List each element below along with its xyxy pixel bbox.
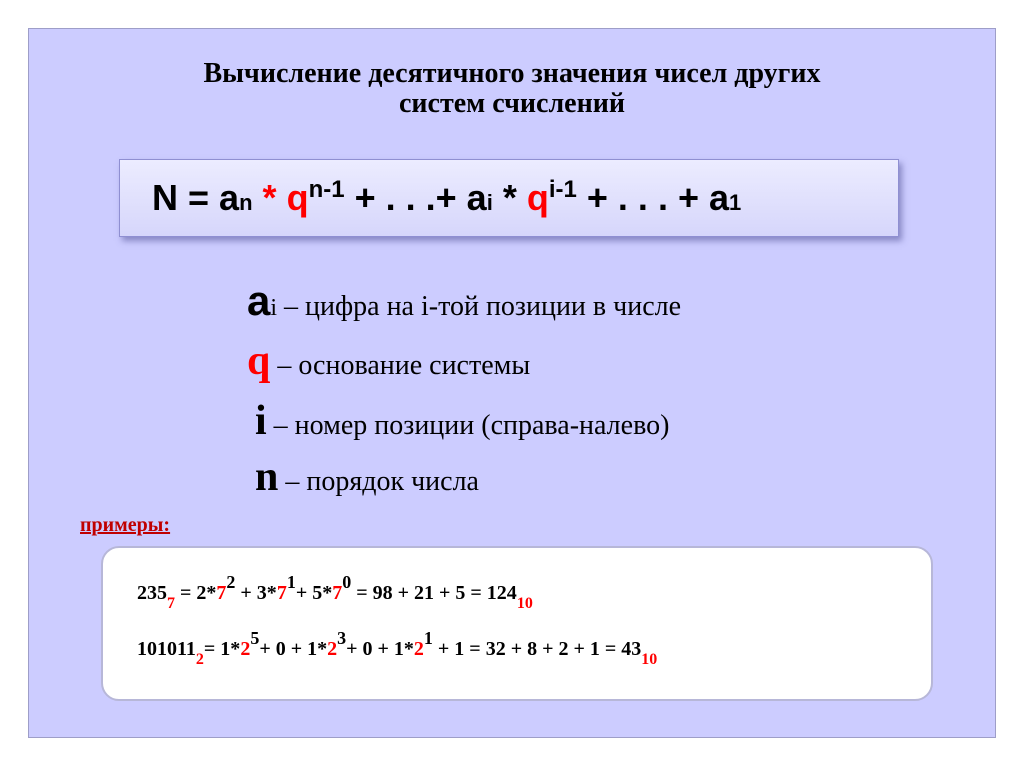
example-1-term3: + 5* <box>295 582 333 604</box>
examples-label: примеры: <box>80 514 171 536</box>
slide-title-line1: Вычисление десятичного значения чисел других <box>203 58 821 89</box>
formula-exp-i-1: i-1 <box>548 176 577 203</box>
slide-title <box>29 59 995 119</box>
formula-sub-1: 1 <box>729 190 742 215</box>
def-symbol-a-sub: i <box>270 295 278 321</box>
example-2-exp2: 3 <box>337 628 347 648</box>
formula-q: q <box>286 177 309 218</box>
def-symbol-q: q <box>247 338 271 384</box>
example-1-base-term3: 7 <box>332 582 343 604</box>
definition-n <box>255 454 479 500</box>
def-text-n: – порядок числа <box>278 466 479 497</box>
example-2-term1: = 1* <box>203 638 241 660</box>
example-1-exp3: 0 <box>342 572 352 592</box>
slide-title-line2: систем счислений <box>399 88 625 119</box>
formula-star-2: * <box>502 177 517 218</box>
formula-exp-n-1: n-1 <box>308 176 345 203</box>
example-2-base-term2: 2 <box>327 638 338 660</box>
formula-star: * <box>262 177 277 218</box>
example-2-result: + 1 = 32 + 8 + 2 + 1 = 43 <box>432 638 642 660</box>
example-2-term2: + 0 + 1* <box>259 638 328 660</box>
example-2-base-term3: 2 <box>413 638 424 660</box>
example-1-exp2: 1 <box>286 572 296 592</box>
formula <box>152 176 741 225</box>
def-symbol-i: i <box>255 398 267 444</box>
def-symbol-n: n <box>255 454 279 500</box>
example-2-term3: + 0 + 1* <box>346 638 414 660</box>
example-1-base: 7 <box>167 595 175 612</box>
def-symbol-a <box>247 277 277 324</box>
def-symbol-a-letter: a <box>247 277 271 324</box>
definition-a <box>247 277 682 326</box>
example-1-number: 235 <box>137 582 167 604</box>
def-text-q: – основание системы <box>270 350 531 381</box>
definition-i <box>255 398 670 444</box>
formula-sub-n: n <box>239 190 253 215</box>
def-text-a: – цифра на i-той позиции в числе <box>277 291 682 322</box>
example-2-base: 2 <box>195 651 204 668</box>
slide <box>28 28 996 738</box>
example-2-base-term1: 2 <box>240 638 251 660</box>
formula-a-n: a <box>219 177 240 218</box>
example-1-result: = 98 + 21 + 5 = 124 <box>351 582 517 604</box>
formula-a-i: a <box>466 177 487 218</box>
example-row-2 <box>137 628 658 668</box>
formula-mid-plus: + . . .+ <box>354 177 457 218</box>
example-2-result-base: 10 <box>641 651 658 668</box>
example-row-1 <box>137 572 533 612</box>
definition-q <box>247 338 531 384</box>
formula-a-1: a <box>708 177 730 218</box>
example-1-term1: = 2* <box>175 582 217 604</box>
example-2-number: 101011 <box>137 638 196 660</box>
examples-box <box>101 546 933 701</box>
formula-tail-plus: + . . . + <box>586 177 699 218</box>
example-2-exp3: 1 <box>423 628 433 648</box>
example-1-result-base: 10 <box>516 595 533 612</box>
def-text-i: – номер позиции (справа-налево) <box>266 410 670 441</box>
example-2-exp1: 5 <box>250 628 260 648</box>
formula-q-2: q <box>526 177 549 218</box>
example-1-exp1: 2 <box>226 572 236 592</box>
example-1-term2: + 3* <box>235 582 277 604</box>
example-1-base-term2: 7 <box>276 582 287 604</box>
example-1-base-term1: 7 <box>216 582 227 604</box>
formula-sub-i: i <box>486 190 493 215</box>
formula-box <box>119 159 899 237</box>
formula-lhs: N = <box>152 177 210 218</box>
